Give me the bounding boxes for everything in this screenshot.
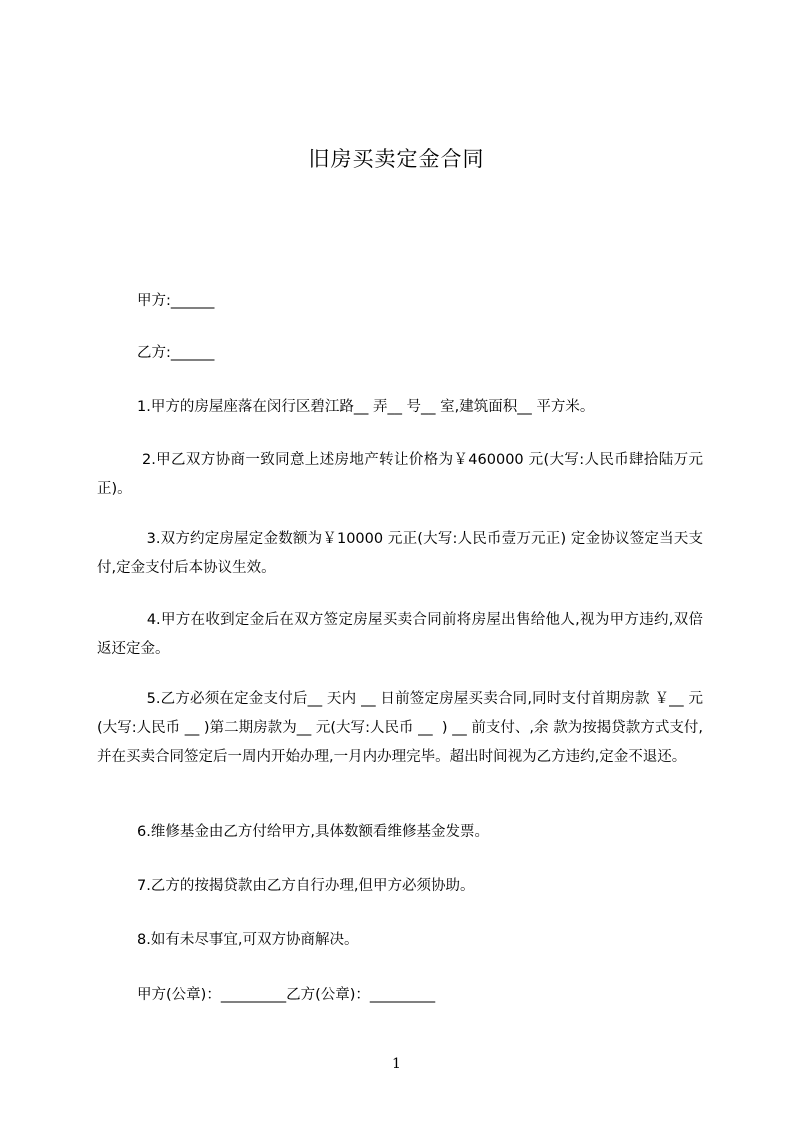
page-number: 1 xyxy=(392,1056,401,1072)
clause-7: 7.乙方的按揭贷款由乙方自行办理,但甲方必须协助。 xyxy=(137,878,475,894)
clause-4: 4.甲方在收到定金后在双方签定房屋买卖合同前将房屋出售给他人,视为甲方违约,双倍返还定金。 xyxy=(97,612,703,657)
party-b-line: 乙方:______ xyxy=(137,345,215,361)
document-title: 旧房买卖定金合同 xyxy=(308,147,485,171)
party-a-line: 甲方:______ xyxy=(137,293,215,309)
clause-6: 6.维修基金由乙方付给甲方,具体数额看维修基金发票。 xyxy=(137,824,489,840)
signature-line: 甲方(公章)：_________乙方(公章)：_________ xyxy=(137,987,436,1003)
clause-8: 8.如有未尽事宜,可双方协商解决。 xyxy=(137,932,359,948)
clause-1: 1.甲方的房屋座落在闵行区碧江路__ 弄__ 号__ 室,建筑面积__ 平方米。 xyxy=(137,399,595,415)
clause-2: 2.甲乙双方协商一致同意上述房地产转让价格为￥460000 元(大写:人民币肆拾陆万元正)。 xyxy=(97,452,704,497)
clause-5: 5.乙方必须在定金支付后__ 天内 __ 日前签定房屋买卖合同,同时支付首期房款 ￥__ 元(大写:人民币 __ )第二期房款为__ 元(大写:人民币 __ ) __ 前支付、,余 款为按揭贷款方式支付,并在买卖合同签定后一周内开始办理,一月内办理完毕。超出时间视为乙方违约,定金不退还。 xyxy=(97,691,703,765)
clause-3: 3.双方约定房屋定金数额为￥10000 元正(大写:人民币壹万元正) 定金协议签定当天支付,定金支付后本协议生效。 xyxy=(97,531,703,576)
